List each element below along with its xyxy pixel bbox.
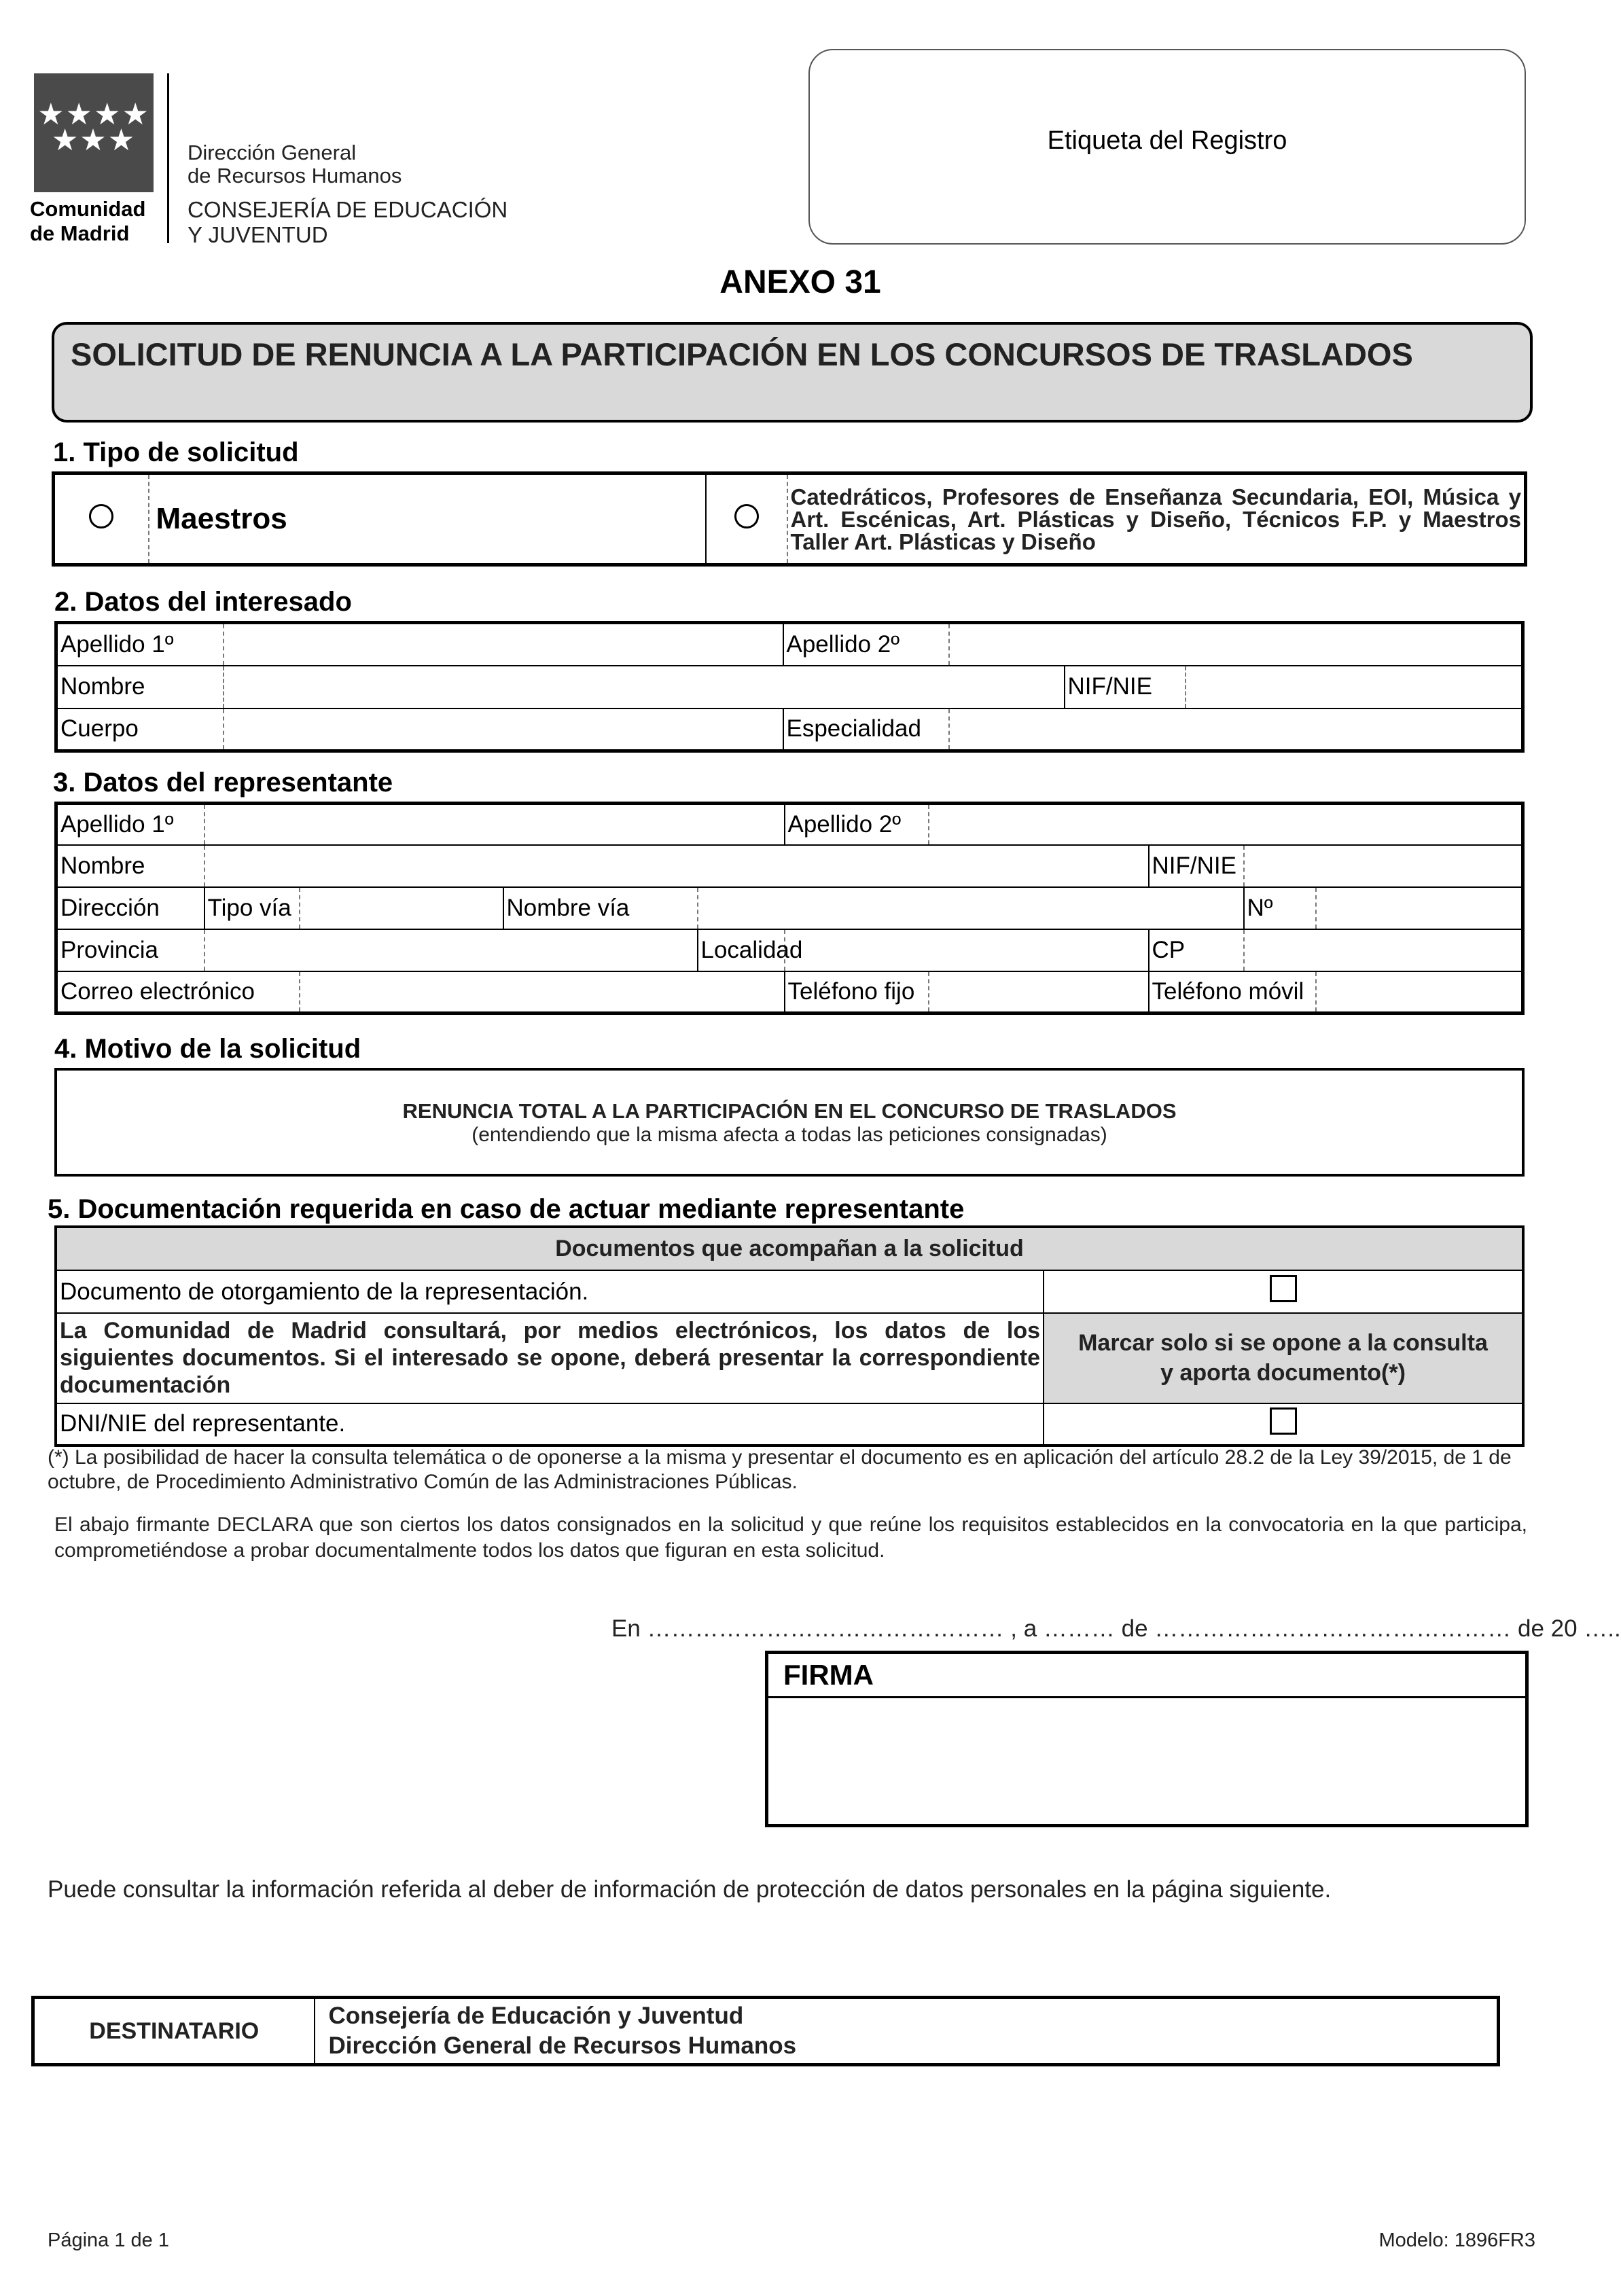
interesado-table xyxy=(54,621,1525,753)
tipo-solicitud-table xyxy=(52,471,1527,567)
label-tipo-via: Tipo vía xyxy=(204,887,300,929)
anexo-title: ANEXO 31 xyxy=(719,264,881,300)
doc-row-dni: DNI/NIE del representante. xyxy=(56,1403,1044,1446)
representante-table xyxy=(54,802,1525,1015)
label-cp: CP xyxy=(1149,929,1244,971)
privacy-note: Puede consultar la información referida al deber de información de protección de datos personales en la página siguiente. xyxy=(48,1876,1332,1903)
input-apellido1[interactable] xyxy=(224,623,783,666)
input-rep-nif[interactable] xyxy=(1244,845,1523,887)
destinatario-table xyxy=(31,1996,1500,2066)
input-nombre-via[interactable] xyxy=(698,887,1244,929)
logo-line1: Comunidad xyxy=(30,197,146,221)
input-nif[interactable] xyxy=(1186,666,1523,708)
input-cp[interactable] xyxy=(1244,929,1523,971)
input-localidad[interactable] xyxy=(785,929,1149,971)
checkbox-icon[interactable] xyxy=(1270,1407,1297,1435)
label-localidad: Localidad xyxy=(698,929,785,971)
input-apellido2[interactable] xyxy=(949,623,1523,666)
input-rep-nombre[interactable] xyxy=(204,845,1149,887)
option-maestros: Maestros xyxy=(149,473,706,565)
dept-line2: de Recursos Humanos xyxy=(188,164,402,187)
label-rep-apellido1: Apellido 1º xyxy=(56,804,204,846)
label-numero: Nº xyxy=(1244,887,1316,929)
marcar-header: Marcar solo si se opone a la consulta y aporta documento(*) xyxy=(1044,1313,1523,1403)
checkbox-icon[interactable] xyxy=(1270,1275,1297,1302)
section4-heading: 4. Motivo de la solicitud xyxy=(54,1034,361,1064)
label-direccion: Dirección xyxy=(56,887,204,929)
input-provincia[interactable] xyxy=(204,929,698,971)
section5-heading: 5. Documentación requerida en caso de actuar mediante representante xyxy=(48,1194,965,1224)
dept-name xyxy=(188,141,402,187)
label-telefono-fijo: Teléfono fijo xyxy=(785,971,929,1014)
destinatario-line2: Dirección General de Recursos Humanos xyxy=(328,2032,797,2059)
label-telefono-movil: Teléfono móvil xyxy=(1149,971,1316,1014)
input-numero[interactable] xyxy=(1316,887,1523,929)
label-especialidad: Especialidad xyxy=(783,708,949,751)
form-title-bar xyxy=(52,322,1533,423)
radio-icon[interactable] xyxy=(734,504,759,528)
radio-catedraticos[interactable] xyxy=(706,473,787,565)
dept-line1: Dirección General xyxy=(188,141,357,164)
logo-line2: de Madrid xyxy=(30,221,130,245)
label-apellido1: Apellido 1º xyxy=(56,623,224,666)
date-line[interactable]: En ……………………………………… , a ……… de ……………………………………… de 20 ….. xyxy=(611,1615,1621,1642)
label-provincia: Provincia xyxy=(56,929,204,971)
input-especialidad[interactable] xyxy=(949,708,1523,751)
input-rep-apellido2[interactable] xyxy=(929,804,1523,846)
input-correo[interactable] xyxy=(300,971,785,1014)
input-nombre[interactable] xyxy=(224,666,1065,708)
destinatario-value xyxy=(315,1998,1499,2065)
input-telefono-fijo[interactable] xyxy=(929,971,1149,1014)
label-rep-nombre: Nombre xyxy=(56,845,204,887)
consejeria-line1: CONSEJERÍA DE EDUCACIÓN xyxy=(188,197,508,222)
label-cuerpo: Cuerpo xyxy=(56,708,224,751)
destinatario-line1: Consejería de Educación y Juventud xyxy=(328,2003,744,2029)
checkbox-otorgamiento[interactable] xyxy=(1044,1270,1523,1312)
option-catedraticos: Catedráticos, Profesores de Enseñanza Secundaria, EOI, Música y Art. Escénicas, Art. Plásticas y Diseño, Técnicos F.P. y Maestros Taller Art. Plásticas y Diseño xyxy=(787,473,1526,565)
footnote: (*) La posibilidad de hacer la consulta telemática o de oponerse a la misma y presentar el documento es en aplicación del artículo 28.2 de la Ley 39/2015, de 1 de octubre, de Procedimiento Administrativo Común de las Administraciones Públicas. xyxy=(48,1446,1512,1493)
form-title: SOLICITUD DE RENUNCIA A LA PARTICIPACIÓN EN LOS CONCURSOS DE TRASLADOS xyxy=(71,336,1413,372)
section2-heading: 2. Datos del interesado xyxy=(54,587,352,617)
stars-icon: ★★★★ ★★★ xyxy=(37,98,150,157)
logo-divider xyxy=(167,73,169,243)
doc-table-header: Documentos que acompañan a la solicitud xyxy=(56,1227,1523,1270)
page-number: Página 1 de 1 xyxy=(48,2229,169,2251)
registro-label-box xyxy=(808,49,1526,245)
declaration: El abajo firmante DECLARA que son ciertos los datos consignados en la solicitud y que reúne los requisitos establecidos en la convocatoria en la que participa, comprometiéndose a probar documentalmente todos los datos que figuran en esta solicitud. xyxy=(54,1513,1527,1562)
label-rep-nif: NIF/NIE xyxy=(1149,845,1244,887)
radio-icon[interactable] xyxy=(89,504,113,528)
consejeria-name xyxy=(188,197,507,247)
label-apellido2: Apellido 2º xyxy=(783,623,949,666)
label-nombre-via: Nombre vía xyxy=(503,887,698,929)
consulta-text: La Comunidad de Madrid consultará, por medios electrónicos, los datos de los siguientes documentos. Si el interesado se opone, deberá presentar la correspondiente documentación xyxy=(56,1313,1044,1403)
consejeria-line2: Y JUVENTUD xyxy=(188,222,328,247)
section1-heading: 1. Tipo de solicitud xyxy=(53,437,299,467)
documentacion-table xyxy=(54,1225,1525,1447)
motivo-line2: (entendiendo que la misma afecta a todas las peticiones consignadas) xyxy=(471,1124,1107,1146)
checkbox-dni[interactable] xyxy=(1044,1403,1523,1446)
radio-maestros[interactable] xyxy=(54,473,149,565)
label-nombre: Nombre xyxy=(56,666,224,708)
motivo-box xyxy=(54,1068,1525,1177)
doc-row-otorgamiento: Documento de otorgamiento de la representación. xyxy=(56,1270,1044,1312)
label-nif: NIF/NIE xyxy=(1065,666,1186,708)
label-rep-apellido2: Apellido 2º xyxy=(785,804,929,846)
modelo-code: Modelo: 1896FR3 xyxy=(1378,2229,1535,2251)
input-telefono-movil[interactable] xyxy=(1316,971,1523,1014)
input-tipo-via[interactable] xyxy=(300,887,503,929)
destinatario-label: DESTINATARIO xyxy=(33,1998,315,2065)
logo-text xyxy=(30,197,146,246)
registro-label: Etiqueta del Registro xyxy=(1047,126,1287,155)
firma-box[interactable] xyxy=(765,1651,1529,1827)
firma-label: FIRMA xyxy=(768,1654,1525,1698)
input-cuerpo[interactable] xyxy=(224,708,783,751)
label-correo: Correo electrónico xyxy=(56,971,300,1014)
input-rep-apellido1[interactable] xyxy=(204,804,785,846)
motivo-line1: RENUNCIA TOTAL A LA PARTICIPACIÓN EN EL CONCURSO DE TRASLADOS xyxy=(402,1099,1177,1123)
section3-heading: 3. Datos del representante xyxy=(53,768,393,797)
